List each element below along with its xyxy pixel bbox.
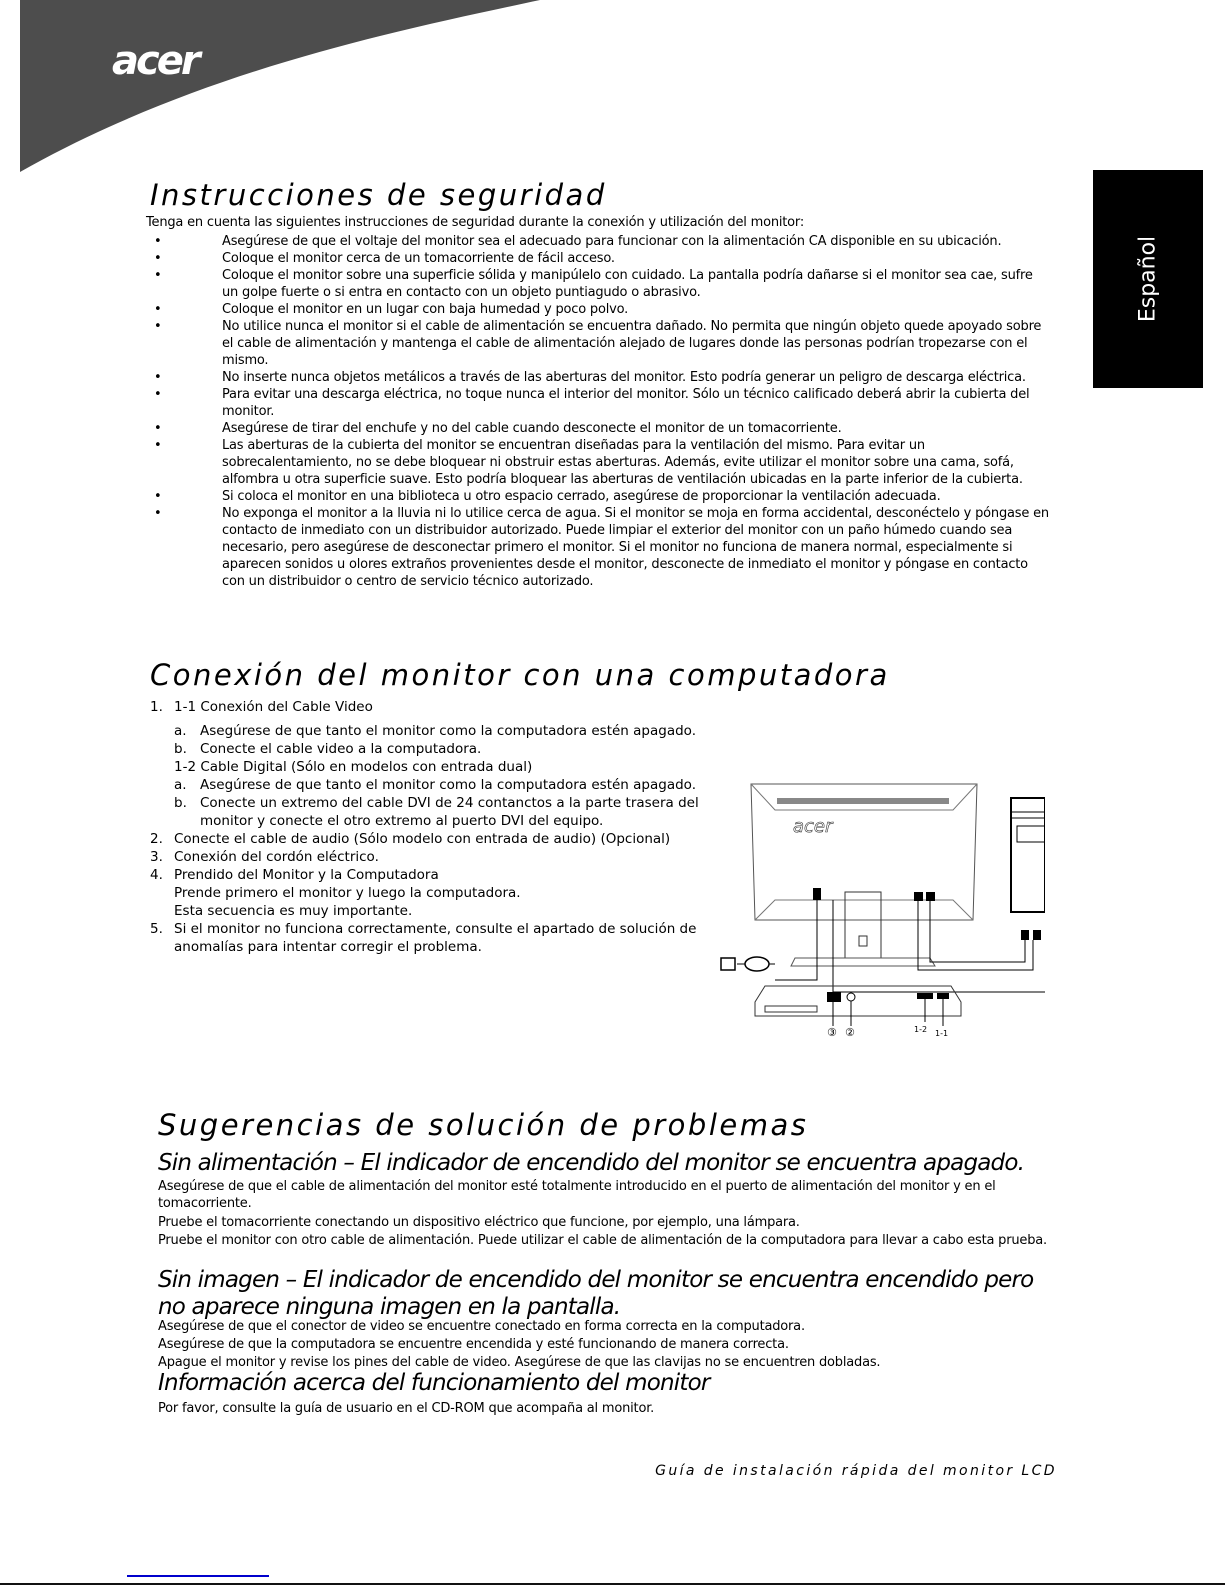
footer-link-underline [127,1575,269,1577]
callout-1-1: 1-1 [935,1029,949,1038]
step-number: 4. [150,867,163,883]
step-number: 3. [150,849,163,865]
step-number: 2. [150,831,163,847]
step-text: Si el monitor no funciona correctamente, consulte el apartado de solución de anomalías para intentar corregir el problema. [174,921,697,955]
substep-text: Conecte el cable video a la computadora. [200,741,482,757]
step-text: Conexión del cordón eléctrico. [174,849,379,865]
callout-1-2: 1-2 [914,1025,928,1034]
safety-item: • Coloque el monitor cerca de un tomacorriente de fácil acceso. [146,250,1051,267]
language-tab [1093,170,1203,388]
callout-3: ③ [827,1026,837,1039]
substep-text: Asegúrese de que tanto el monitor como la computadora estén apagado. [200,723,696,739]
safety-item: • Las aberturas de la cubierta del monitor se encuentran diseñadas para la ventilación del mismo. Para evitar un sobrecalentamiento, no se debe bloquear ni obstruir estas aberturas. Además, evite utilizar el monitor sobre una cama, sofá, alfombra u otra superficie suave. Esto podría bloquear las aberturas de ventilación ubicadas en la parte inferior de la cubierta. [146,437,1051,488]
safety-item: • No inserte nunca objetos metálicos a través de las aberturas del monitor. Esto podría generar un peligro de descarga eléctrica. [146,369,1051,386]
step-text: Conecte el cable de audio (Sólo modelo con entrada de audio) (Opcional) [174,831,671,847]
step-subheading: 1-2 Cable Digital (Sólo en modelos con entrada dual) [174,759,533,775]
safety-item: • Asegúrese de que el voltaje del monitor sea el adecuado para funcionar con la alimentación CA disponible en su ubicación. [146,233,1051,250]
no-image-line: Apague el monitor y revise los pines del cable de video. Asegúrese de que las clavijas no se encuentren dobladas. [158,1355,881,1370]
safety-intro: Tenga en cuenta las siguientes instrucciones de seguridad durante la conexión y utilización del monitor: [146,215,805,230]
safety-list [146,233,1051,590]
step-4 [150,866,710,920]
connection-diagram [715,770,1045,1040]
substep-text: Conecte un extremo del cable DVI de 24 contanctos a la parte trasera del monitor y conecte el otro extremo al puerto DVI del equipo. [200,795,699,829]
connection-title: Conexión del monitor con una computadora [150,658,890,692]
safety-item: • Coloque el monitor sobre una superficie sólida y manipúlelo con cuidado. La pantalla podría dañarse si el monitor sea cae, sufre un golpe fuerte o si entra en contacto con un objeto puntiagudo o abrasivo. [146,267,1051,301]
step-1 [150,698,710,830]
monitor-rear-view [751,784,977,966]
power-plug [721,957,775,971]
safety-item: • Si coloca el monitor en una biblioteca u otro espacio cerrado, asegúrese de proporcionar la ventilación adecuada. [146,488,1051,505]
no-power-line: Pruebe el monitor con otro cable de alimentación. Puede utilizar el cable de alimentación de la computadora para llevar a cabo esta prueba. [158,1233,1047,1248]
safety-item: • No exponga el monitor a la lluvia ni lo utilice cerca de agua. Si el monitor se moja en forma accidental, desconéctelo y póngase en contacto de inmediato con un distribuidor autorizado. Puede limpiar el exterior del monitor con un paño húmedo cuando sea necesario, pero asegúrese de desconectar primero el monitor. Si el monitor no funciona de manera normal, especialmente si aparecen sonidos u olores extraños provenientes desde el monitor, desconecte de inmediato el monitor y póngase en contacto con un distribuidor o centro de servicio técnico autorizado. [146,505,1051,590]
info-text: Por favor, consulte la guía de usuario en el CD-ROM que acompaña al monitor. [158,1401,655,1416]
step-heading: 1-1 Conexión del Cable Video [174,699,373,715]
step-number: 1. [150,699,163,715]
safety-title: Instrucciones de seguridad [150,178,607,212]
step-detail: Esta secuencia es muy importante. [174,903,413,919]
computer-tower [1011,798,1045,940]
language-tab-label: Español [1135,235,1161,323]
diagram-logo: acer [793,816,833,837]
step-detail: Prende primero el monitor y luego la computadora. [174,885,521,901]
substep-label: b. [174,741,187,757]
header-swoosh-graphic [0,0,620,180]
safety-item: • Asegúrese de tirar del enchufe y no del cable cuando desconecte el monitor de un tomacorriente. [146,420,1051,437]
step-number: 5. [150,921,163,937]
info-title: Información acerca del funcionamiento del monitor [158,1370,710,1396]
step-text: Prendido del Monitor y la Computadora [174,867,439,883]
acer-logo: acer [112,38,198,84]
safety-item: • Para evitar una descarga eléctrica, no toque nunca el interior del monitor. Sólo un técnico calificado deberá abrir la cubierta del monitor. [146,386,1051,420]
no-image-title: Sin imagen – El indicador de encendido del monitor se encuentra encendido pero no aparece ninguna imagen en la pantalla. [158,1267,1034,1320]
substep-label: a. [174,723,187,739]
connection-steps [150,698,710,956]
no-power-title: Sin alimentación – El indicador de encendido del monitor se encuentra apagado. [158,1150,1025,1176]
no-power-line: Pruebe el tomacorriente conectando un dispositivo eléctrico que funcione, por ejemplo, una lámpara. [158,1215,800,1230]
troubleshooting-title: Sugerencias de solución de problemas [158,1108,809,1142]
substep-label: a. [174,777,187,793]
step-2 [150,830,710,848]
cables [775,900,1045,992]
no-image-line: Asegúrese de que la computadora se encuentre encendida y esté funcionando de manera correcta. [158,1337,789,1352]
no-power-line: Asegúrese de que el cable de alimentación del monitor esté totalmente introducido en el puerto de alimentación del monitor y en el tomacorriente. [158,1179,996,1211]
substep-label: b. [174,795,187,811]
step-3 [150,848,710,866]
no-image-line: Asegúrese de que el conector de video se encuentre conectado en forma correcta en la computadora. [158,1319,805,1334]
callout-2: ② [845,1026,855,1039]
footer-title: Guía de instalación rápida del monitor LCD [655,1463,1057,1479]
safety-item: • No utilice nunca el monitor si el cable de alimentación se encuentra dañado. No permita que ningún objeto quede apoyado sobre el cable de alimentación y mantenga el cable de alimentación alejado de lugares donde las personas podrían tropezarse con el mismo. [146,318,1051,369]
substep-text: Asegúrese de que tanto el monitor como la computadora estén apagado. [200,777,696,793]
safety-item: • Coloque el monitor en un lugar con baja humedad y poco polvo. [146,301,1051,318]
step-5 [150,920,710,956]
